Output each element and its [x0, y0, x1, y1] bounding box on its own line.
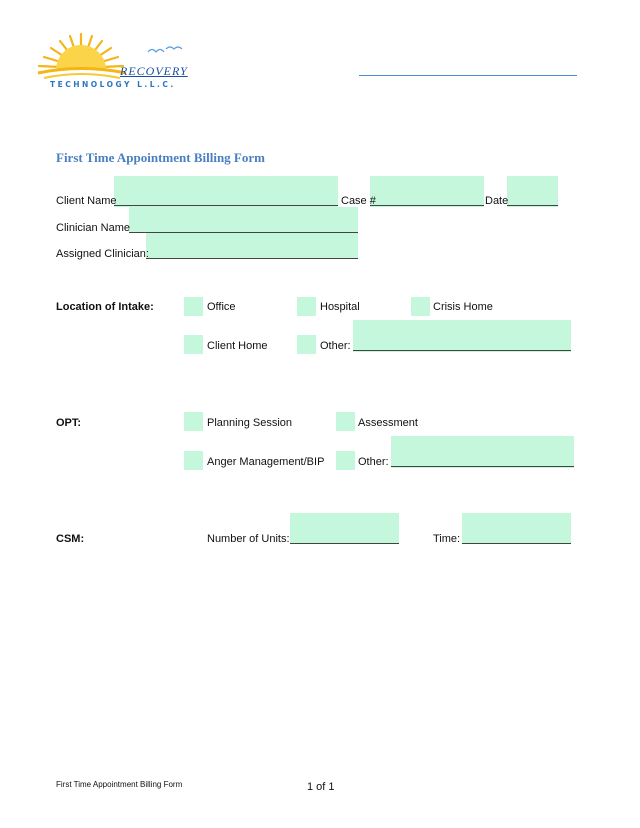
header-line — [359, 75, 577, 76]
location-other-field[interactable] — [353, 320, 571, 352]
opt-label: OPT: — [56, 417, 82, 429]
units-field[interactable] — [290, 513, 399, 544]
planning-session-checkbox[interactable] — [184, 412, 203, 431]
company-logo — [34, 30, 194, 94]
opt-other-underline — [391, 466, 574, 467]
location-other-underline — [353, 350, 571, 351]
anger-management-checkbox[interactable] — [184, 451, 203, 470]
assigned-clinician-field[interactable] — [146, 233, 358, 259]
location-other-checkbox[interactable] — [297, 335, 316, 354]
assigned-clinician-label: Assigned Clinician: — [56, 248, 149, 260]
logo-wordmark: RECOVERY — [120, 64, 188, 78]
opt-other-field[interactable] — [391, 436, 574, 468]
assessment-option-label: Assessment — [358, 417, 418, 429]
case-underline — [370, 205, 484, 206]
clinician-name-label: Clinician Name — [56, 222, 130, 234]
location-label: Location of Intake: — [56, 301, 154, 313]
client-home-option-label: Client Home — [207, 340, 268, 352]
footer-form-name: First Time Appointment Billing Form — [56, 780, 183, 789]
case-number-field[interactable] — [370, 176, 484, 207]
opt-other-checkbox[interactable] — [336, 451, 355, 470]
hospital-option-label: Hospital — [320, 301, 360, 313]
csm-label: CSM: — [56, 533, 85, 545]
hospital-checkbox[interactable] — [297, 297, 316, 316]
clinician-name-field[interactable] — [129, 207, 358, 233]
page-number: 1 of 1 — [307, 781, 335, 793]
client-name-underline — [114, 205, 338, 206]
birds-icon — [146, 44, 186, 58]
assigned-clinician-underline — [146, 258, 358, 259]
time-field[interactable] — [462, 513, 571, 544]
time-underline — [462, 543, 571, 544]
date-label: Date — [485, 195, 509, 207]
crisis-home-option-label: Crisis Home — [433, 301, 493, 313]
office-checkbox[interactable] — [184, 297, 203, 316]
opt-other-label: Other: — [358, 456, 389, 468]
sun-logo-icon — [34, 30, 129, 82]
client-name-field[interactable] — [114, 176, 338, 207]
case-label: Case # — [341, 195, 376, 207]
planning-session-option-label: Planning Session — [207, 417, 293, 429]
crisis-home-checkbox[interactable] — [411, 297, 430, 316]
units-label: Number of Units: — [207, 533, 290, 545]
anger-management-option-label: Anger Management/BIP — [207, 456, 325, 468]
date-field[interactable] — [507, 176, 558, 207]
units-underline — [290, 543, 399, 544]
assessment-checkbox[interactable] — [336, 412, 355, 431]
client-home-checkbox[interactable] — [184, 335, 203, 354]
logo-subtitle: TECHNOLOGY L.L.C. — [50, 80, 176, 89]
page-title: First Time Appointment Billing Form — [56, 150, 265, 165]
location-other-label: Other: — [320, 340, 351, 352]
time-label: Time: — [433, 533, 461, 545]
client-name-label: Client Name — [56, 195, 117, 207]
date-underline — [507, 205, 558, 206]
office-option-label: Office — [207, 301, 236, 313]
